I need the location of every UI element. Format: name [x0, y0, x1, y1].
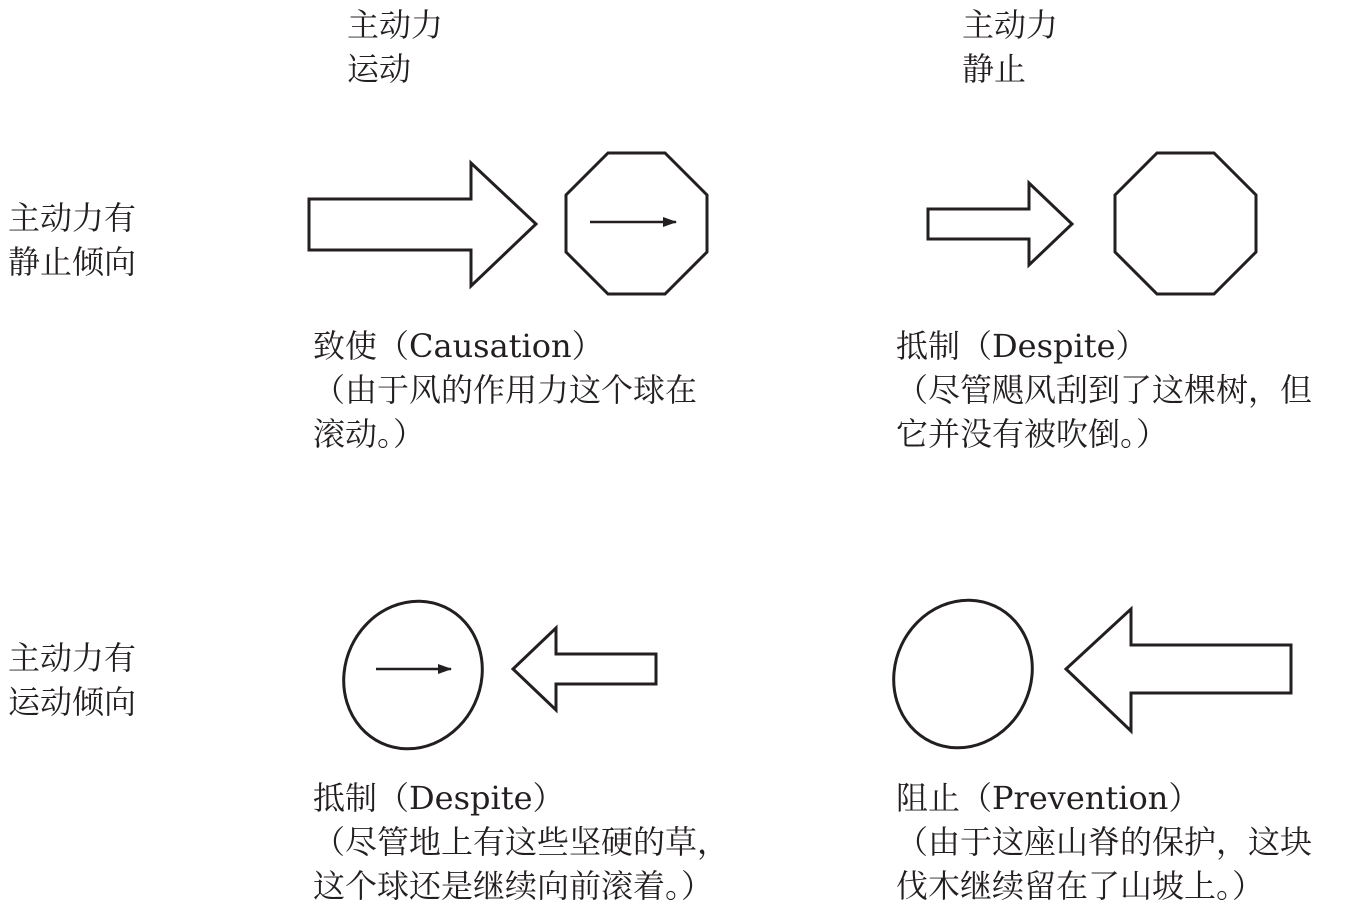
ellipse-agonist — [320, 578, 507, 771]
small-force-arrow-right — [928, 183, 1072, 265]
column-header-right-line-2: 静止 — [962, 50, 1027, 88]
octagon-agonist — [566, 153, 707, 294]
large-force-arrow-left — [1066, 609, 1291, 731]
caption-line: 滚动。） — [313, 415, 426, 453]
row-header-top-line-2: 静止倾向 — [8, 243, 137, 281]
row-header-bottom-line-2: 运动倾向 — [8, 683, 137, 721]
column-header-right-line-1: 主动力 — [962, 6, 1059, 44]
caption-title: 抵制（Despite） — [313, 779, 565, 817]
ellipse-agonist — [870, 577, 1057, 770]
caption-bottom-left — [313, 776, 729, 908]
column-header-left-line-2: 运动 — [347, 50, 412, 88]
caption-title: 阻止（Prevention） — [896, 779, 1201, 817]
small-force-arrow-left — [513, 628, 656, 710]
caption-top-left — [313, 324, 697, 456]
row-header-top-line-1: 主动力有 — [8, 199, 137, 237]
caption-line: （由于风的作用力这个球在 — [313, 371, 698, 409]
caption-line: （尽管地上有这些坚硬的草， — [313, 823, 730, 861]
caption-top-right — [896, 324, 1312, 456]
octagon-agonist — [1115, 153, 1256, 294]
caption-line: 这个球还是继续向前滚着。） — [313, 867, 714, 905]
caption-title: 抵制（Despite） — [896, 327, 1148, 365]
caption-bottom-right — [896, 776, 1312, 908]
caption-line: 伐木继续留在了山坡上。） — [896, 867, 1265, 905]
caption-line: （由于这座山脊的保护，这块 — [896, 823, 1313, 861]
row-header-bottom-line-1: 主动力有 — [8, 639, 137, 677]
caption-line: （尽管飓风刮到了这棵树，但 — [896, 371, 1313, 409]
caption-title: 致使（Causation） — [313, 327, 604, 365]
caption-line: 它并没有被吹倒。） — [896, 415, 1169, 453]
column-header-left-line-1: 主动力 — [347, 6, 444, 44]
large-force-arrow-right — [309, 163, 536, 286]
